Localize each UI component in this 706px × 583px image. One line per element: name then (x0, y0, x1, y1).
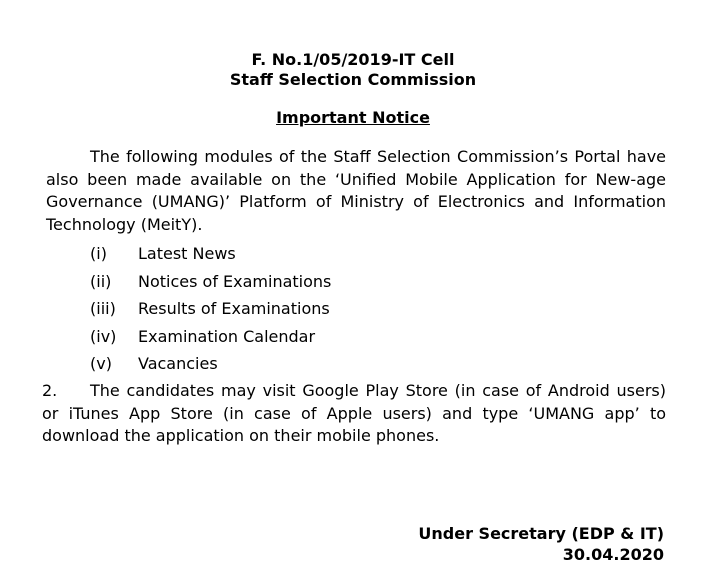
organization-name: Staff Selection Commission (229, 70, 477, 89)
list-marker: (ii) (90, 271, 112, 291)
list-item-label: Vacancies (138, 354, 218, 373)
signatory-designation: Under Secretary (EDP & IT) (418, 524, 664, 543)
file-number: F. No.1/05/2019-IT Cell (251, 50, 455, 69)
list-item-label: Examination Calendar (138, 326, 316, 346)
paragraph-2 (42, 380, 666, 448)
list-item-label: Latest News (138, 244, 236, 263)
list-item (90, 299, 331, 327)
list-marker: (iv) (90, 326, 117, 346)
list-item-label: Results of Examinations (138, 299, 330, 318)
modules-list (90, 244, 331, 382)
notice-date: 30.04.2020 (562, 545, 664, 564)
notice-title: Important Notice (276, 108, 430, 127)
list-item (90, 272, 331, 300)
paragraph-2-number: 2. (42, 381, 58, 400)
list-item (90, 354, 331, 382)
list-item-label: Notices of Examinations (138, 271, 332, 291)
paragraph-1: The following modules of the Staff Selection Commission’s Portal have also been made available on the ‘Unified Mobile Application for New-age Governance (UMANG)’ Platform of Ministry of Electronics and Information Technology (MeitY). (46, 147, 666, 234)
list-item (90, 327, 331, 355)
list-marker: (i) (90, 244, 107, 263)
paragraph-2-text: The candidates may visit Google Play Store (in case of Android users) or iTunes App Store (in case of Apple users) and type ‘UMANG app’ to download the application on their mobile phones. (42, 381, 666, 445)
list-item (90, 244, 331, 272)
list-marker: (v) (90, 354, 112, 373)
list-marker: (iii) (90, 299, 116, 318)
